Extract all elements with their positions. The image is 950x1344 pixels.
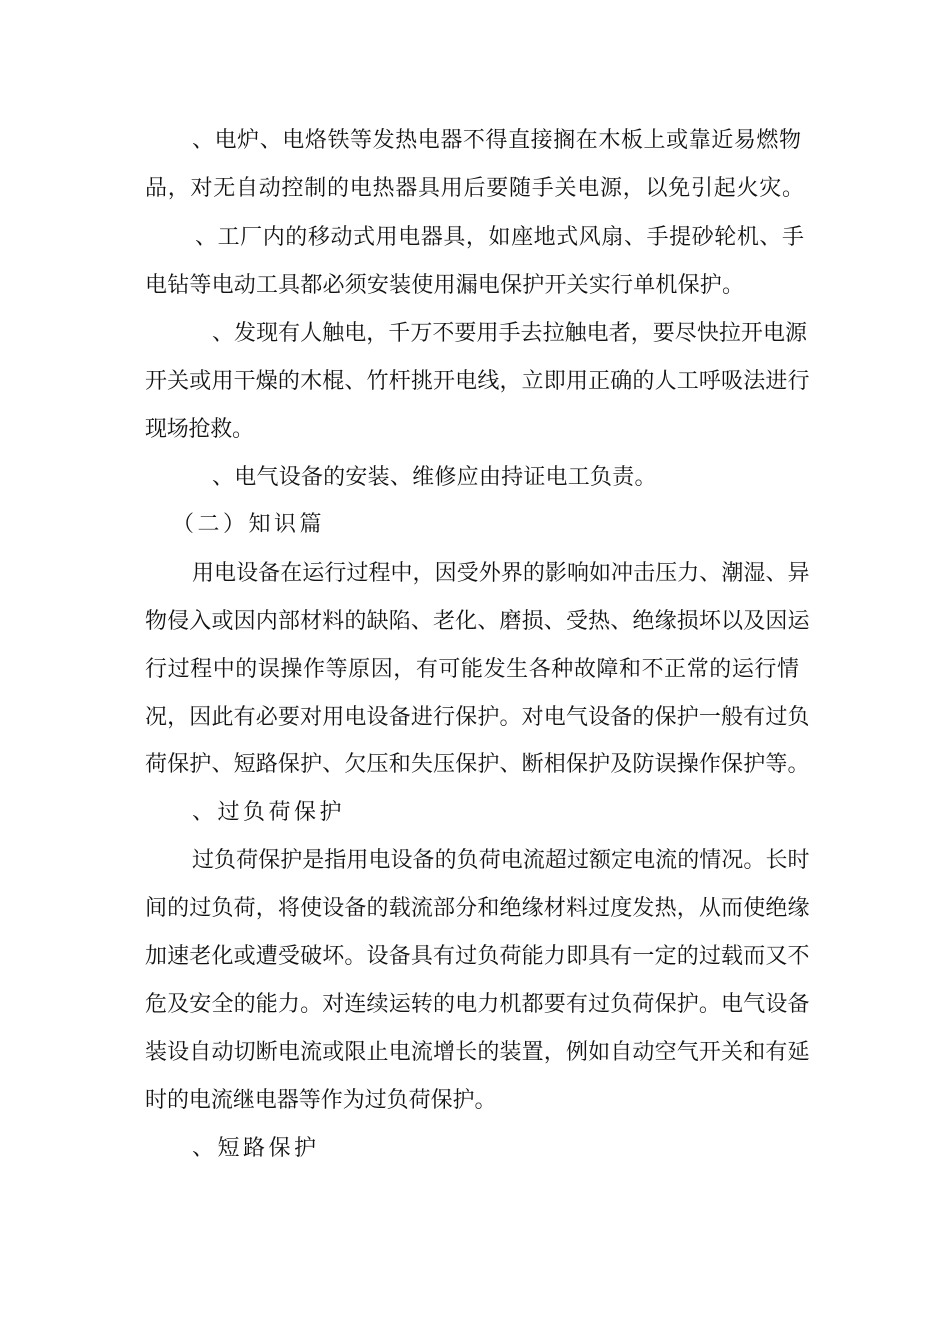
text-line: 品，对无自动控制的电热器具用后要随手关电源，以免引起火灾。 (145, 176, 805, 201)
text-line: 、工厂内的移动式用电器具，如座地式风扇、手提砂轮机、手 (195, 225, 805, 250)
text-line: 况，因此有必要对用电设备进行保护。对电气设备的保护一般有过负 (145, 705, 810, 730)
section-heading: 、短路保护 (192, 1136, 320, 1161)
text-line: 行过程中的误操作等原因，有可能发生各种故障和不正常的运行情 (145, 657, 800, 682)
text-line: 电钻等电动工具都必须安装使用漏电保护开关实行单机保护。 (145, 273, 745, 298)
text-line: 物侵入或因内部材料的缺陷、老化、磨损、受热、绝缘损坏以及因运 (145, 609, 810, 634)
section-heading: （二）知识篇 (172, 512, 326, 537)
text-line: 危及安全的能力。对连续运转的电力机都要有过负荷保护。电气设备 (145, 992, 810, 1017)
text-line: 用电设备在运行过程中，因受外界的影响如冲击压力、潮湿、异 (192, 561, 810, 586)
text-line: 、电炉、电烙铁等发热电器不得直接搁在木板上或靠近易燃物 (192, 128, 802, 153)
section-heading: 、过负荷保护 (192, 800, 346, 825)
text-line: 时的电流继电器等作为过负荷保护。 (145, 1088, 497, 1113)
text-line: 过负荷保护是指用电设备的负荷电流超过额定电流的情况。长时 (192, 848, 810, 873)
text-line: 现场抢救。 (145, 417, 254, 442)
text-line: 开关或用干燥的木棍、竹杆挑开电线，立即用正确的人工呼吸法进行 (145, 369, 810, 394)
text-line: 间的过负荷，将使设备的载流部分和绝缘材料过度发热，从而使绝缘 (145, 896, 810, 921)
text-line: 加速老化或遭受破坏。设备具有过负荷能力即具有一定的过载而又不 (145, 944, 810, 969)
text-line: 装设自动切断电流或限止电流增长的装置，例如自动空气开关和有延 (145, 1040, 810, 1065)
text-line: 、电气设备的安装、维修应由持证电工负责。 (212, 465, 657, 490)
text-line: 、发现有人触电，千万不要用手去拉触电者，要尽快拉开电源 (212, 321, 808, 346)
text-line: 荷保护、短路保护、欠压和失压保护、断相保护及防误操作保护等。 (145, 752, 810, 777)
